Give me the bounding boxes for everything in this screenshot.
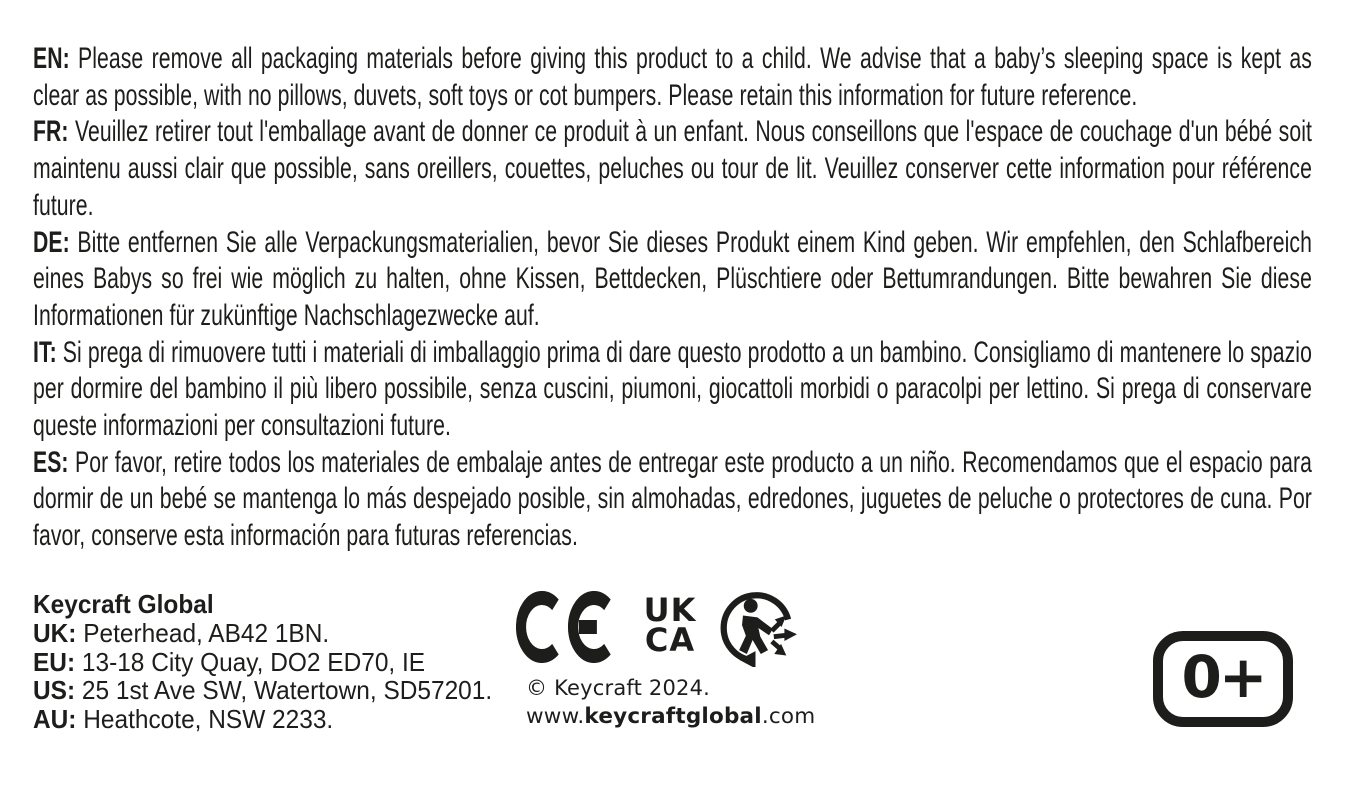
warning-paragraph-de (33, 225, 1312, 335)
warning-text-en: Please remove all packaging materials before giving this product to a child. We advise that a baby’s sleeping space is kept as clear as possible, with no pillows, duvets, soft toys or cot bumpers. Please retain this information for future reference. (33, 42, 1312, 112)
company-address-block (33, 590, 503, 734)
lang-prefix-en: EN: (33, 42, 70, 75)
warning-text-es: Por favor, retire todos los materiales de embalaje antes de entregar este producto a un niño. Recomendamos que el espacio para dormir de un bebé se mantenga lo más despejado posible, sin almohadas, edredones, juguetes de peluche o protectores de cuna. Por favor, conserve esta información para futuras referencias. (33, 445, 1312, 553)
website-prefix: www. (526, 704, 585, 729)
warning-paragraph-fr (33, 114, 1312, 224)
address-text-eu: 13-18 City Quay, DO2 ED70, IE (81, 646, 426, 677)
triman-recycling-icon (716, 589, 822, 667)
website-domain: keycraftglobal (584, 704, 762, 729)
age-grading-badge (1153, 631, 1293, 727)
ukca-top-label: UK (643, 591, 697, 629)
lang-prefix-fr: FR: (33, 115, 69, 149)
address-au (33, 705, 503, 734)
website-text (526, 703, 846, 730)
warning-text-block (33, 41, 1312, 555)
website-suffix: .com (761, 704, 816, 729)
warning-paragraph-es (33, 445, 1312, 555)
compliance-marks-block (516, 591, 846, 730)
age-grading-label: 0+ (1181, 643, 1265, 711)
lang-prefix-it: IT: (33, 335, 57, 369)
warning-text-it: Si prega di rimuovere tutti i materiali di imballaggio prima di dare questo prodotto a un bambino. Consigliamo di mantenere lo spazio per dormire del bambino il più libero possibile, senza cuscini, piumoni, giocattoli morbidi o paracolpi per lettino. Si prega di conservare queste informazioni per consultazioni future. (33, 335, 1312, 443)
address-prefix-eu: EU: (33, 646, 76, 677)
address-prefix-uk: UK: (33, 617, 77, 648)
address-text-us: 25 1st Ave SW, Watertown, SD57201. (81, 675, 493, 706)
company-name: Keycraft Global (33, 589, 214, 619)
address-eu (33, 648, 503, 677)
lang-prefix-es: ES: (33, 445, 69, 479)
address-uk (33, 619, 503, 648)
address-prefix-us: US: (33, 675, 76, 706)
ukca-bottom-label: CA (644, 621, 696, 659)
address-text-uk: Peterhead, AB42 1BN. (83, 617, 330, 648)
ukca-mark (633, 591, 707, 659)
ce-mark-icon (516, 591, 620, 663)
warning-paragraph-it (33, 335, 1312, 445)
lang-prefix-de: DE: (33, 225, 70, 259)
copyright-text: © Keycraft 2024. (526, 676, 711, 700)
warning-text-de: Bitte entfernen Sie alle Verpackungsmaterialien, bevor Sie dieses Produkt einem Kind geben. Wir empfehlen, den Schlafbereich eines Babys so frei wie möglich zu halten, ohne Kissen, Bettdecken, Plüschtiere oder Bettumrandungen. Bitte bewahren Sie diese Informationen für zukünftige Nachschlagezwecke auf. (33, 225, 1312, 332)
address-us (33, 676, 503, 705)
warning-paragraph-en (33, 41, 1312, 114)
address-prefix-au: AU: (33, 704, 77, 735)
warning-text-fr: Veuillez retirer tout l'emballage avant de donner ce produit à un enfant. Nous conseillons que l'espace de couchage d'un bébé soit maintenu aussi clair que possible, sans oreillers, couettes, peluches ou tour de lit. Veuillez conserver cette information pour référence future. (33, 115, 1312, 222)
address-text-au: Heathcote, NSW 2233. (83, 704, 334, 735)
